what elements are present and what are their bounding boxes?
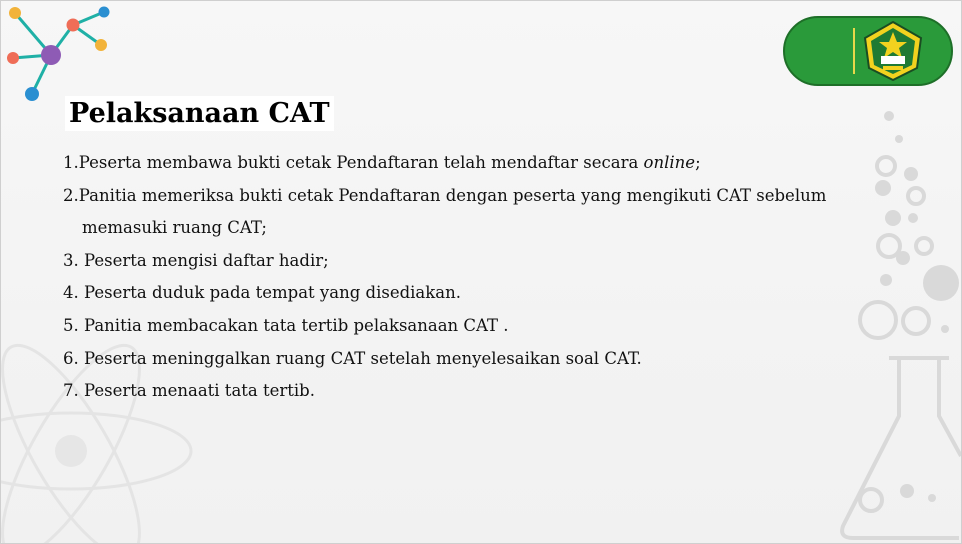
logo-divider (853, 28, 855, 74)
list-item: 1.Peserta membawa bukti cetak Pendaftaran telah mendaftar secara online; (63, 153, 701, 172)
list-item: 2.Panitia memeriksa bukti cetak Pendaftaran dengan peserta yang mengikuti CAT sebelum (63, 185, 827, 205)
list-item: 4. Peserta duduk pada tempat yang disediakan. (63, 283, 461, 303)
ministry-emblem-icon (861, 20, 925, 82)
list-item-continuation: memasuki ruang CAT; (82, 218, 267, 238)
list-item: 3. Peserta mengisi daftar hadir; (63, 250, 329, 270)
list-item: 7. Peserta menaati tata tertib. (63, 381, 315, 401)
logo-badge (783, 16, 953, 86)
list-item: 5. Panitia membacakan tata tertib pelaksanaan CAT . (63, 315, 509, 335)
slide-title: Pelaksanaan CAT (65, 96, 334, 131)
molecule-icon (1, 1, 121, 111)
list-item: 6. Peserta meninggalkan ruang CAT setelah menyelesaikan soal CAT. (63, 348, 642, 368)
procedure-list (63, 147, 883, 408)
